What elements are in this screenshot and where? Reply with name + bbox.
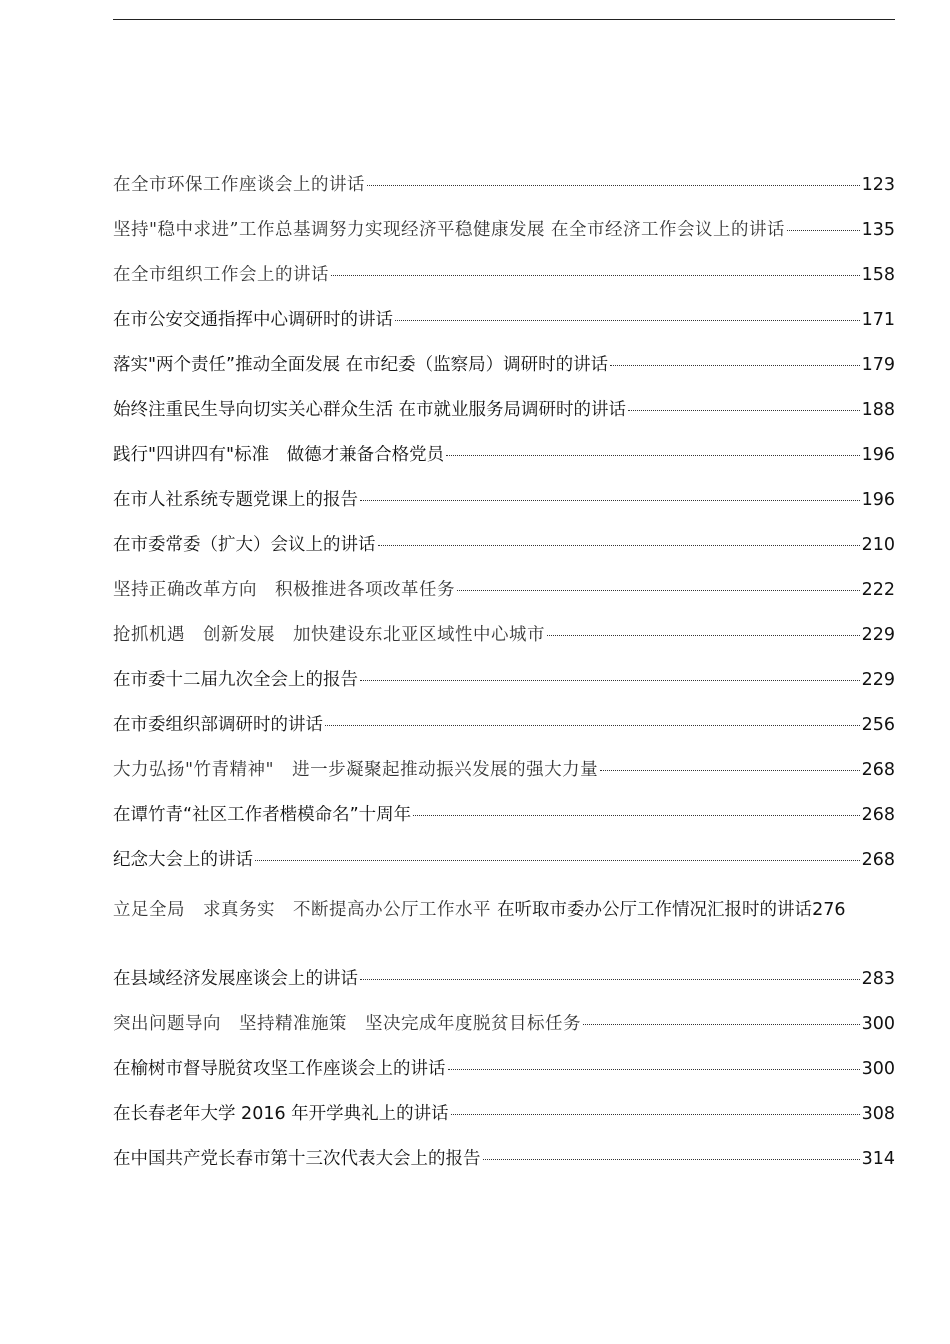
toc-entry[interactable] — [113, 440, 895, 485]
dot-leader — [413, 815, 859, 816]
toc-entry-page: 171 — [861, 310, 895, 330]
toc-entry[interactable] — [113, 620, 895, 665]
dot-leader — [787, 230, 860, 231]
toc-entry[interactable] — [113, 305, 895, 350]
dot-leader — [446, 455, 859, 456]
toc-entry[interactable] — [113, 755, 895, 800]
toc-entry-page: 222 — [861, 580, 895, 600]
toc-entry-title: 在谭竹青“社区工作者楷模命名”十周年 — [113, 805, 412, 825]
toc-entry-title: 坚持正确改革方向 积极推进各项改革任务 — [113, 580, 455, 600]
toc-entry-page: 229 — [861, 625, 895, 645]
toc-entry-title: 始终注重民生导向切实关心群众生活 在市就业服务局调研时的讲话 — [113, 400, 627, 420]
toc-entry-title: 突出问题导向 坚持精准施策 坚决完成年度脱贫目标任务 — [113, 1014, 581, 1034]
dot-leader — [360, 979, 860, 980]
header-rule — [113, 19, 895, 20]
toc-entry-title: 在中国共产党长春市第十三次代表大会上的报告 — [113, 1149, 481, 1169]
dot-leader — [547, 635, 860, 636]
toc-entry[interactable] — [113, 845, 895, 890]
toc-entry-title: 在市委常委（扩大）会议上的讲话 — [113, 535, 376, 555]
dot-leader — [448, 1069, 860, 1070]
toc-entry-title: 践行"四讲四有"标准 做德才兼备合格党员 — [113, 445, 445, 465]
toc-entry[interactable] — [113, 800, 895, 845]
toc-entry-title: 在长春老年大学 2016 年开学典礼上的讲话 — [113, 1104, 449, 1124]
toc-entry-title: 大力弘扬"竹青精神" 进一步凝聚起推动振兴发展的强大力量 — [113, 760, 599, 780]
dot-leader — [451, 1114, 860, 1115]
dot-leader — [360, 500, 860, 501]
toc-entry-title: 抢抓机遇 创新发展 加快建设东北亚区域性中心城市 — [113, 625, 545, 645]
toc-entry[interactable] — [113, 215, 895, 260]
dot-leader — [610, 365, 859, 366]
dot-leader — [325, 725, 860, 726]
toc-entry-title: 在市委十二届九次全会上的报告 — [113, 670, 358, 690]
toc-entry[interactable] — [113, 170, 895, 215]
toc-entry-page: 196 — [861, 490, 895, 510]
toc-entry-page: 256 — [861, 715, 895, 735]
toc-entry[interactable] — [113, 710, 895, 755]
toc-entry[interactable] — [113, 964, 895, 1009]
dot-leader — [600, 770, 859, 771]
toc-entry-title: 在市人社系统专题党课上的报告 — [113, 490, 358, 510]
toc-entry-title: 在县域经济发展座谈会上的讲话 — [113, 969, 358, 989]
toc-entry-page: 229 — [861, 670, 895, 690]
dot-leader — [457, 590, 860, 591]
table-of-contents — [113, 170, 895, 1189]
toc-entry[interactable] — [113, 890, 895, 964]
toc-entry[interactable] — [113, 665, 895, 710]
toc-entry-title: 在市公安交通指挥中心调研时的讲话 — [113, 310, 393, 330]
dot-leader — [255, 860, 860, 861]
toc-entry[interactable] — [113, 485, 895, 530]
toc-entry-page: 283 — [861, 969, 895, 989]
toc-entry[interactable] — [113, 350, 895, 395]
dot-leader — [367, 185, 860, 186]
toc-entry-page: 276 — [812, 900, 846, 920]
dot-leader — [331, 275, 860, 276]
toc-entry[interactable] — [113, 530, 895, 575]
toc-entry[interactable] — [113, 1009, 895, 1054]
toc-entry-title: 在全市环保工作座谈会上的讲话 — [113, 175, 365, 195]
dot-leader — [360, 680, 860, 681]
toc-entry-title: 在市委组织部调研时的讲话 — [113, 715, 323, 735]
dot-leader — [483, 1159, 860, 1160]
toc-entry-page: 268 — [861, 760, 895, 780]
dot-leader — [395, 320, 860, 321]
toc-entry[interactable] — [113, 1144, 895, 1189]
dot-leader — [378, 545, 860, 546]
toc-entry-page: 268 — [861, 805, 895, 825]
toc-entry-title: 在全市组织工作会上的讲话 — [113, 265, 329, 285]
toc-entry-page: 196 — [861, 445, 895, 465]
toc-entry-page: 268 — [861, 850, 895, 870]
toc-entry-page: 158 — [861, 265, 895, 285]
toc-entry-title: 纪念大会上的讲话 — [113, 850, 253, 870]
toc-entry-page: 300 — [861, 1014, 895, 1034]
toc-entry[interactable] — [113, 575, 895, 620]
toc-entry[interactable] — [113, 260, 895, 305]
toc-entry-title: 坚持"稳中求进”工作总基调努力实现经济平稳健康发展 在全市经济工作会议上的讲话 — [113, 220, 786, 240]
toc-entry-title: 立足全局 求真务实 不断提高办公厅工作水平 — [113, 900, 498, 920]
toc-entry-page: 135 — [861, 220, 895, 240]
dot-leader — [628, 410, 860, 411]
toc-entry-page: 123 — [861, 175, 895, 195]
toc-entry[interactable] — [113, 1099, 895, 1144]
toc-entry-page: 210 — [861, 535, 895, 555]
toc-entry-title: 在听取市委办公厅工作情况汇报时的讲话 — [497, 900, 813, 920]
toc-entry-title: 落实"两个责任”推动全面发展 在市纪委（监察局）调研时的讲话 — [113, 355, 609, 375]
dot-leader — [583, 1024, 860, 1025]
toc-entry-title: 在榆树市督导脱贫攻坚工作座谈会上的讲话 — [113, 1059, 446, 1079]
toc-entry[interactable] — [113, 395, 895, 440]
toc-entry-page: 314 — [861, 1149, 895, 1169]
toc-entry-page: 300 — [861, 1059, 895, 1079]
toc-entry-page: 308 — [861, 1104, 895, 1124]
toc-entry-page: 179 — [861, 355, 895, 375]
toc-entry-page: 188 — [861, 400, 895, 420]
toc-entry[interactable] — [113, 1054, 895, 1099]
